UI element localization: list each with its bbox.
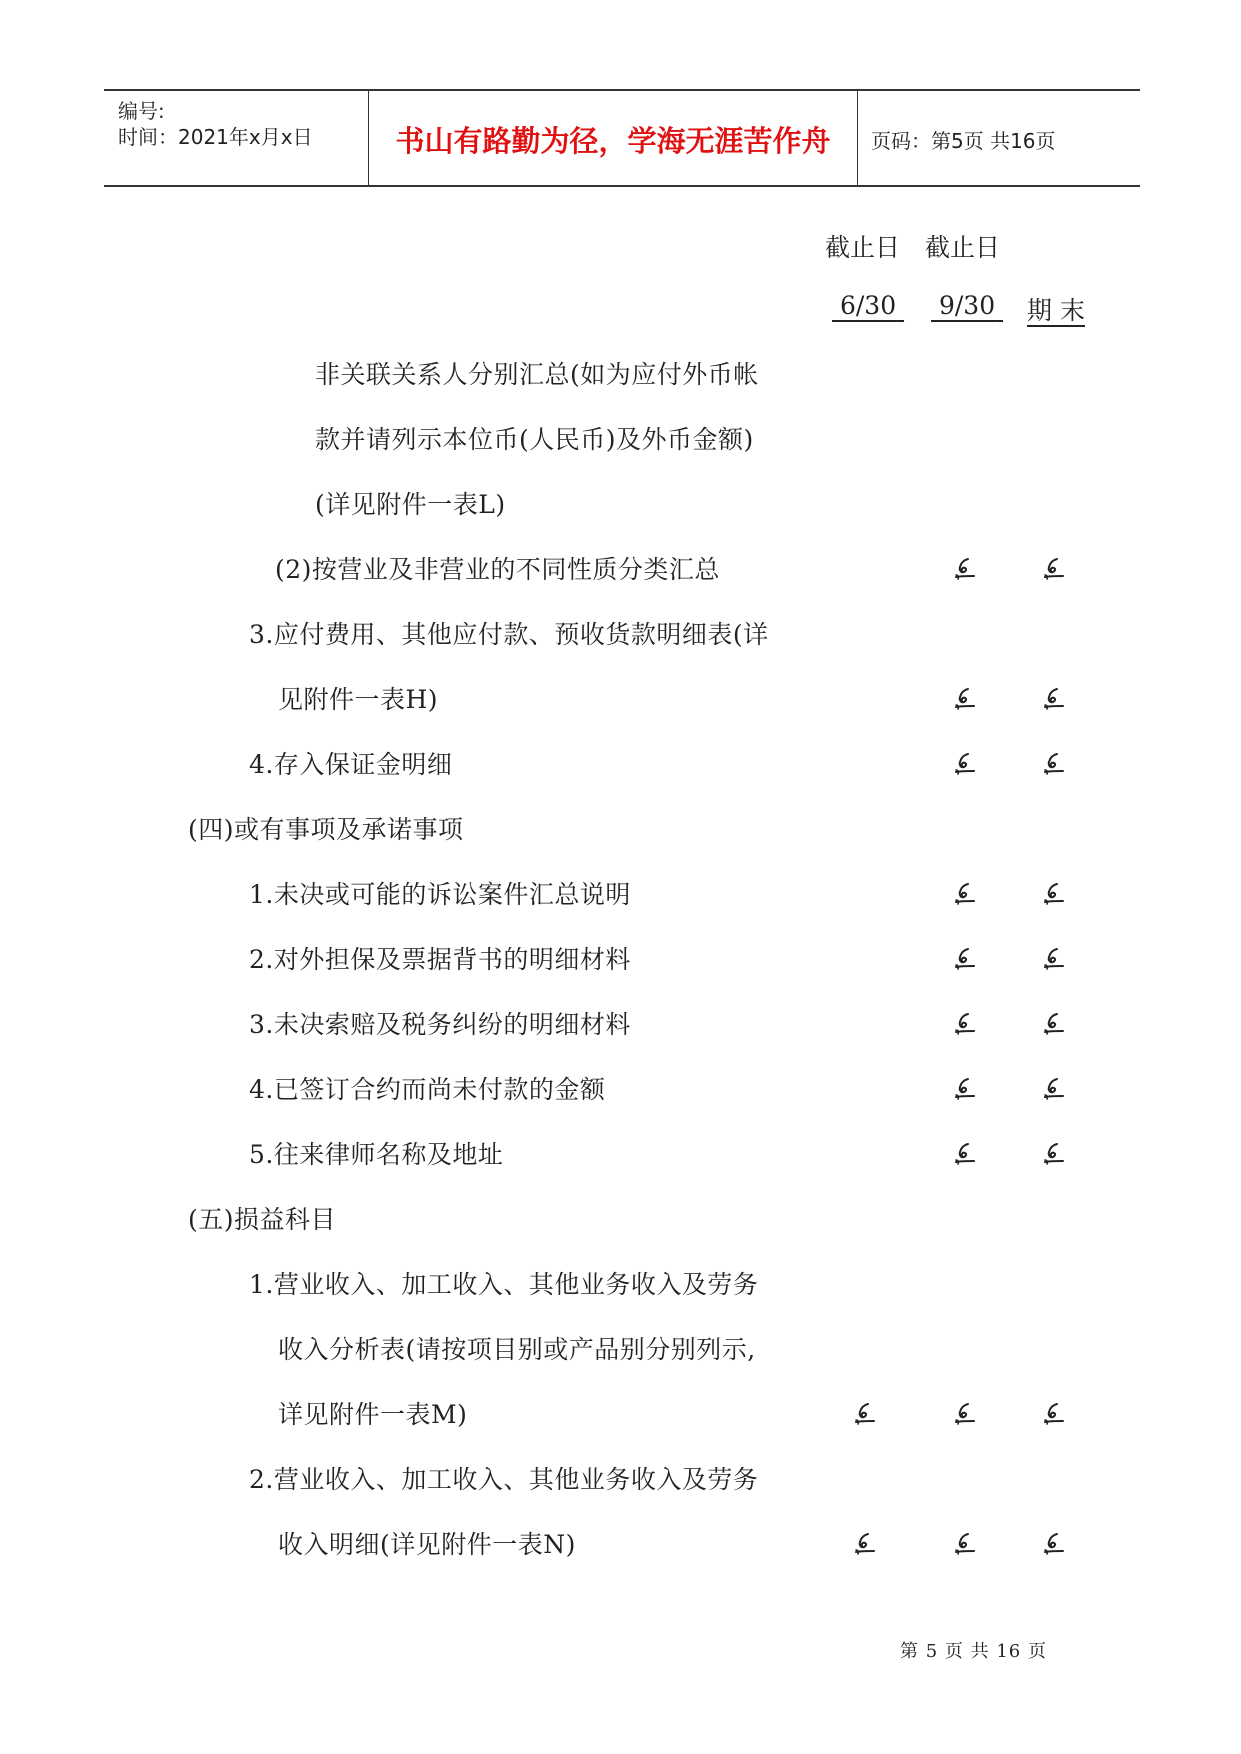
document-number-label: 编号: [118,99,165,123]
checkmark-icon [1042,687,1066,711]
col3-heading: 期 末 [1027,296,1085,325]
header-motto: 书山有路勤为径，学海无涯苦作舟 [395,124,831,158]
checkmark-icon [953,882,977,906]
checkmark-icon [953,1402,977,1426]
checkmark-icon [1042,882,1066,906]
line-text: 2.对外担保及票据背书的明细材料 [249,945,631,974]
checkmark-icon [953,947,977,971]
checkmark-icon [953,1532,977,1556]
line-text: 3.应付费用、其他应付款、预收货款明细表(详 [249,620,769,649]
header-page-number: 页码：第5页 共16页 [871,129,1056,153]
checkmark-icon [1042,1402,1066,1426]
checkmark-icon [953,1012,977,1036]
line-text: 收入分析表(请按项目别或产品别分别列示, [278,1335,756,1364]
checkmark-icon [1042,1012,1066,1036]
header-meta-cell [104,91,368,185]
checkmark-icon [1042,1532,1066,1556]
section-heading: (四)或有事项及承诺事项 [188,815,464,844]
line-text: 3.未决索赔及税务纠纷的明细材料 [249,1010,631,1039]
checkmark-icon [953,1142,977,1166]
checkmark-icon [953,1077,977,1101]
checkmark-icon [953,687,977,711]
checkmark-icon [1042,557,1066,581]
line-text: 详见附件一表M) [278,1400,468,1429]
checkmark-icon [853,1532,877,1556]
col2-date: 9/30 [938,291,996,320]
col1-date: 6/30 [839,291,897,320]
page-header [104,89,1140,187]
document-time-label: 时间：2021年x月x日 [118,125,313,149]
line-text: 收入明细(详见附件一表N) [278,1530,576,1559]
line-text: 非关联关系人分别汇总(如为应付外币帐 [315,360,759,389]
line-text: 1.营业收入、加工收入、其他业务收入及劳务 [249,1270,759,1299]
line-text: 4.存入保证金明细 [249,750,453,779]
checkmark-icon [1042,947,1066,971]
line-text: 1.未决或可能的诉讼案件汇总说明 [249,880,631,909]
checkmark-icon [953,752,977,776]
line-text: 5.往来律师名称及地址 [249,1140,504,1169]
col2-heading: 截止日 [925,233,1001,262]
checkmark-icon [1042,752,1066,776]
line-text: 4.已签订合约而尚未付款的金额 [249,1075,606,1104]
checkmark-icon [1042,1142,1066,1166]
checkmark-icon [1042,1077,1066,1101]
col1-heading: 截止日 [825,233,901,262]
line-text: 见附件一表H) [278,685,439,714]
line-text: (2)按营业及非营业的不同性质分类汇总 [275,555,720,584]
line-text: 款并请列示本位币(人民币)及外币金额) [315,425,754,454]
page-footer: 第 5 页 共 16 页 [900,1641,1047,1662]
checkmark-icon [853,1402,877,1426]
line-text: 2.营业收入、加工收入、其他业务收入及劳务 [249,1465,759,1494]
line-text: (详见附件一表L) [315,490,506,519]
section-heading: (五)损益科目 [188,1205,337,1234]
header-page-cell [857,91,1140,185]
checkmark-icon [953,557,977,581]
header-motto-cell [368,91,858,185]
